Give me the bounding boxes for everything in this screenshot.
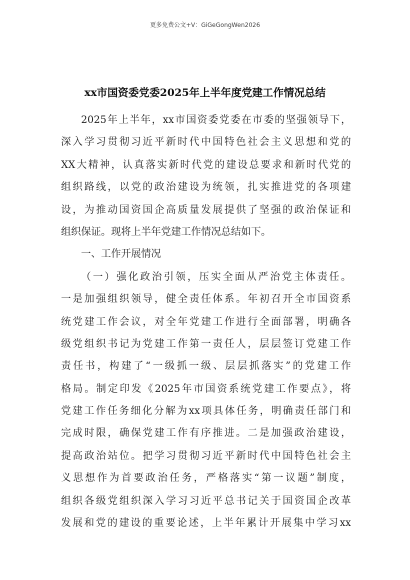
body-line: 发展和党的建设的重要论述，上半年累计开展集中学习xx <box>61 518 351 530</box>
body-line: 组织路线，以党的政治建设为统领，扎实推进党的各项建 <box>61 182 351 194</box>
body-line: 组织保证。现将上半年党建工作情况总结如下。 <box>61 226 271 238</box>
body-line: XX大精神，认真落实新时代党的建设总要求和新时代党的 <box>61 159 351 171</box>
body-line: 深入学习贯彻习近平新时代中国特色社会主义思想和党的 <box>61 137 351 149</box>
body-line: 一、工作开展情况 <box>81 249 161 261</box>
body-line: 设，为推动国资国企高质量发展提供了坚强的政治保证和 <box>61 204 351 216</box>
document-title: xx市国资委党委2025年上半年度党建工作情况总结 <box>84 87 326 99</box>
body-line: 格局。制定印发《2025年市国资系统党建工作要点》，将 <box>61 383 351 395</box>
body-line: 组织各级党组织深入学习习近平总书记关于国资国企改革 <box>61 495 351 507</box>
body-line: 党建工作任务细化分解为xx项具体任务，明确责任部门和 <box>61 406 351 418</box>
document-body <box>61 110 351 535</box>
body-line: 一是加强组织领导，健全责任体系。年初召开全市国资系 <box>61 294 351 306</box>
body-line: 完成时限，确保党建工作有序推进。二是加强政治建设， <box>61 428 351 440</box>
body-line: 提高政治站位。把学习贯彻习近平新时代中国特色社会主 <box>61 450 351 462</box>
body-line: （一）强化政治引领，压实全面从严治党主体责任。 <box>81 271 351 283</box>
header-note: 更多免费公文+V：GiGeGongWen2026 <box>149 22 261 29</box>
body-line: 统党建工作会议，对全年党建工作进行全面部署，明确各 <box>61 316 351 328</box>
body-line: 责任书，构建了“一级抓一级、层层抓落实”的党建工作 <box>61 361 351 373</box>
body-line: 义思想作为首要政治任务，严格落实“第一议题”制度， <box>61 473 351 485</box>
body-line: 级党组织书记为党建工作第一责任人，层层签订党建工作 <box>61 338 351 350</box>
body-line: 2025年上半年，xx市国资委党委在市委的坚强领导下， <box>81 115 351 126</box>
